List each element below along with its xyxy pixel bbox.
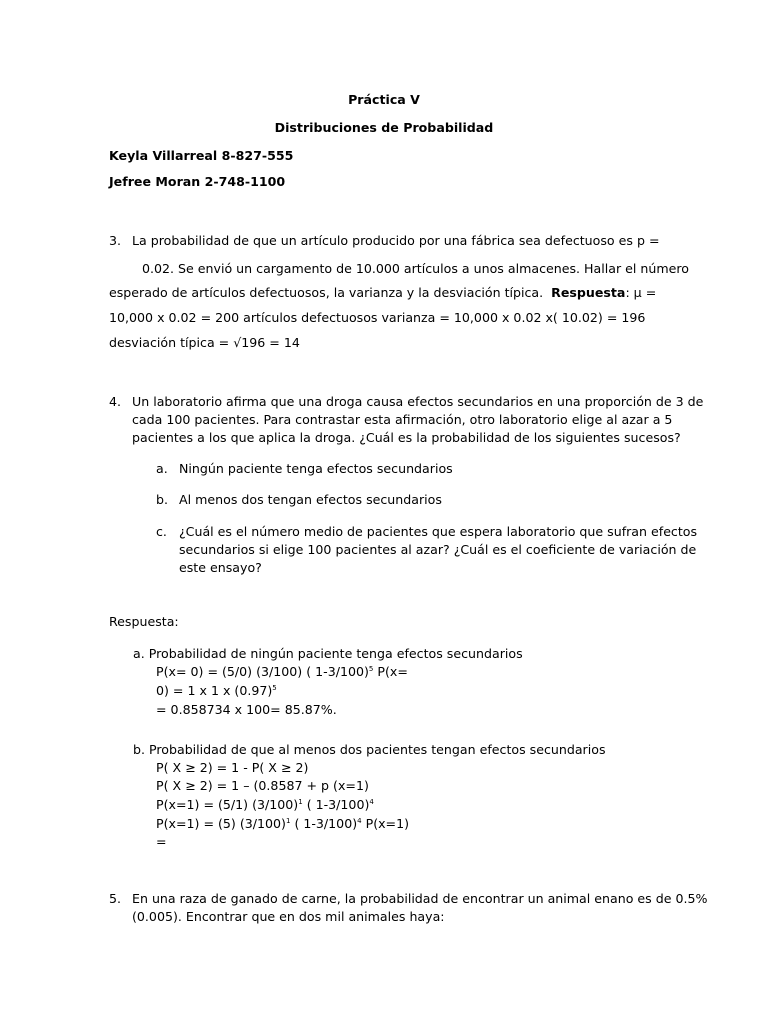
author-1: Keyla Villarreal 8-827-555: [109, 148, 294, 163]
answer-b-line-4-text: P(x=1) = (5) (3/100): [156, 816, 286, 831]
answer-label: Respuesta:: [109, 614, 179, 629]
q5-number: 5.: [109, 891, 122, 906]
answer-b-line-1: P( X ≥ 2) = 1 - P( X ≥ 2): [156, 760, 309, 775]
q3-line-3: [109, 285, 656, 301]
answer-b-line-3-text: P(x=1) = (5/1) (3/100): [156, 797, 299, 812]
answer-a-heading: a. Probabilidad de ningún paciente tenga efectos secundarios: [133, 646, 523, 661]
exponent: 1: [285, 816, 291, 825]
q3-line-2: 0.02. Se envió un cargamento de 10.000 artículos a unos almacenes. Hallar el número: [142, 261, 689, 276]
q3-respuesta-label: Respuesta: [551, 285, 626, 300]
answer-a-line-1-tail: P(x=: [373, 664, 408, 679]
answer-b-line-4-mid: ( 1-3/100): [290, 816, 358, 831]
q4-item-a-letter: a.: [156, 461, 168, 476]
answer-a-line-2: [156, 683, 277, 699]
q3-number: 3.: [109, 233, 122, 248]
q4-line-1: Un laboratorio afirma que una droga causa efectos secundarios en una proporción de 3 de: [132, 394, 704, 409]
answer-b-line-5: =: [156, 834, 167, 849]
answer-b-line-3: [156, 797, 374, 813]
author-2: Jefree Moran 2-748-1100: [109, 174, 286, 189]
q4-line-3: pacientes a los que aplica la droga. ¿Cuál es la probabilidad de los siguientes sucesos?: [132, 430, 681, 445]
q4-item-c-line-3: este ensayo?: [179, 560, 262, 575]
q4-item-a-text: Ningún paciente tenga efectos secundarios: [179, 461, 453, 476]
exponent: 5: [368, 664, 374, 673]
answer-b-heading: b. Probabilidad de que al menos dos pacientes tengan efectos secundarios: [133, 742, 606, 757]
q3-line-1: La probabilidad de que un artículo producido por una fábrica sea defectuoso es p =: [132, 233, 660, 248]
q4-item-c-line-2: secundarios si elige 100 pacientes al azar? ¿Cuál es el coeficiente de variación de: [179, 542, 697, 557]
answer-a-line-3: = 0.858734 x 100= 85.87%.: [156, 702, 337, 717]
answer-a-line-2-text: 0) = 1 x 1 x (0.97): [156, 683, 273, 698]
q4-item-c-letter: c.: [156, 524, 167, 539]
exponent: 4: [357, 816, 362, 825]
answer-a-line-1: [156, 664, 408, 680]
q4-line-2: cada 100 pacientes. Para contrastar esta afirmación, otro laboratorio elige al azar a 5: [132, 412, 673, 427]
q5-line-2: (0.005). Encontrar que en dos mil animales haya:: [132, 909, 445, 924]
q4-number: 4.: [109, 394, 122, 409]
answer-a-line-1-text: P(x= 0) = (5/0) (3/100) ( 1-3/100): [156, 664, 369, 679]
q4-item-c-line-1: ¿Cuál es el número medio de pacientes que espera laboratorio que sufran efectos: [179, 524, 698, 539]
doc-title: Práctica V: [348, 92, 420, 107]
doc-subtitle: Distribuciones de Probabilidad: [274, 120, 494, 135]
q3-mu: : μ =: [625, 285, 657, 300]
answer-b-line-4: [156, 816, 409, 832]
answer-b-line-3-mid: ( 1-3/100): [302, 797, 370, 812]
q3-line-4: 10,000 x 0.02 = 200 artículos defectuosos varianza = 10,000 x 0.02 x( 10.02) = 196: [109, 310, 646, 325]
answer-b-line-4-tail: P(x=1): [361, 816, 410, 831]
answer-b-line-2: P( X ≥ 2) = 1 – (0.8587 + p (x=1): [156, 778, 369, 793]
exponent: 5: [272, 683, 277, 692]
exponent: 4: [369, 797, 374, 806]
q3-line-5: desviación típica = √196 = 14: [109, 335, 300, 350]
q5-line-1: En una raza de ganado de carne, la probabilidad de encontrar un animal enano es de 0.5%: [132, 891, 708, 906]
q4-item-b-text: Al menos dos tengan efectos secundarios: [179, 492, 442, 507]
q4-item-b-letter: b.: [156, 492, 168, 507]
exponent: 1: [298, 797, 303, 806]
q3-line-3-text: esperado de artículos defectuosos, la varianza y la desviación típica.: [109, 285, 544, 300]
